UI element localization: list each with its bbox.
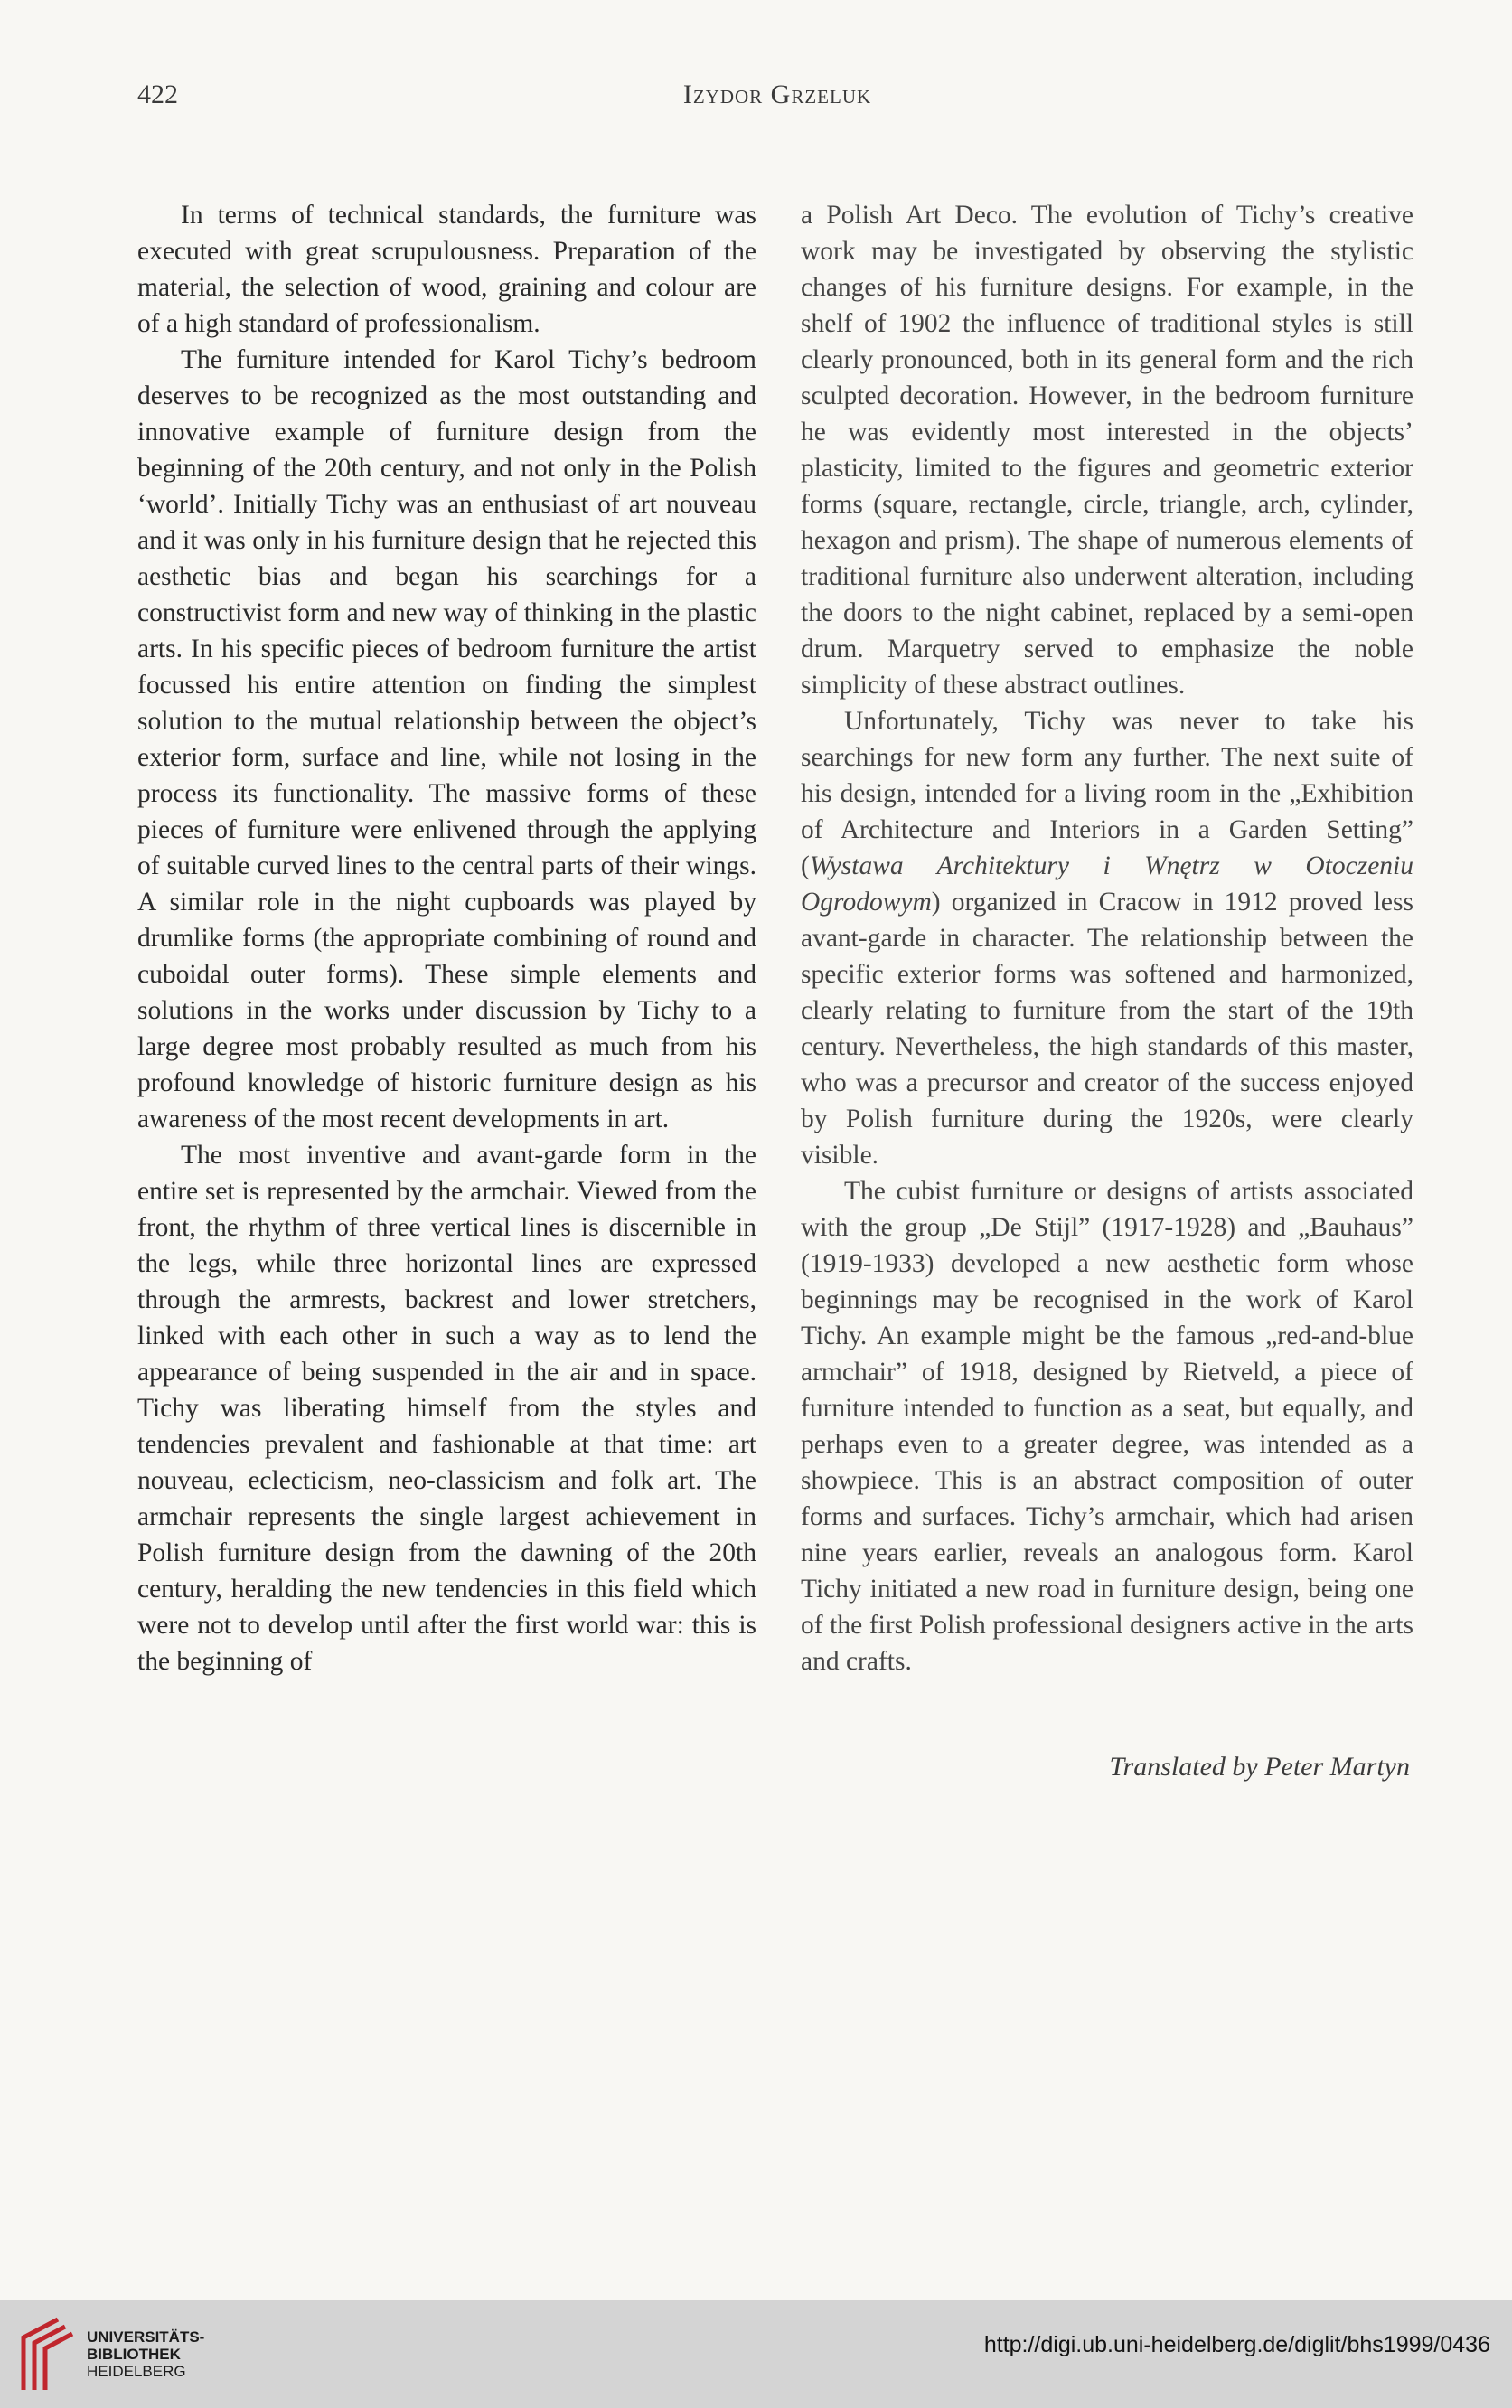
library-name [87, 2328, 204, 2380]
paragraph: The cubist furniture or designs of artists associated with the group „De Stijl” (1917-1928) and „Bauhaus” (1919-1933) developed a new aesthetic form whose beginnings may be recognised in the work of Karol Tichy. An example might be the famous „red-and-blue armchair” of 1918, designed by Rietveld, a piece of furniture intended to function as a seat, but equally, and perhaps even to a greater degree, was intended as a showpiece. This is an abstract composition of outer forms and surfaces. Tichy’s armchair, which had arisen nine years earlier, reveals an analogous form. Karol Tichy initiated a new road in furniture design, being one of the first Polish professional designers active in the arts and crafts. [801, 1177, 1413, 1676]
logo-line: BIBLIOTHEK [87, 2346, 181, 2363]
paragraph-text: ) organized in Cracow in 1912 proved less avant-garde in character. The relationship between the specific exterior forms was softened and harmonized, clearly relating to furniture from the start of the 19th century. Nevertheless, the high standards of this master, who was a precursor and creator of the success enjoyed by Polish furniture during the 1920s, were clearly visible. [801, 888, 1413, 1170]
paragraph [801, 703, 1413, 1173]
translator-credit: Translated by Peter Martyn [1109, 1752, 1410, 1782]
paragraph: In terms of technical standards, the furniture was executed with great scrupulousness. Preparation of the material, the selection of wood, graining and colour are of a high standard of professionalism. [137, 201, 756, 338]
right-column [801, 197, 1413, 1679]
page-number: 422 [137, 80, 178, 109]
left-column [137, 197, 756, 1679]
running-head: Izydor Grzeluk [682, 80, 872, 109]
logo-line: HEIDELBERG [87, 2363, 186, 2380]
paragraph: The most inventive and avant-garde form in the entire set is represented by the armchair. Viewed from the front, the rhythm of three vertical lines is discernible in the legs, while three horizontal lines are expressed through the armrests, backrest and lower stretchers, linked with each other in such a way as to lend the appearance of being suspended in the air and in space. Tichy was liberating himself from the styles and tendencies prevalent and fashionable at that time: art nouveau, eclecticism, neo-classicism and folk art. The armchair represents the single largest achievement in Polish furniture design from the dawning of the 20th century, heralding the new tendencies in this field which were not to develop until after the first world war: this is the beginning of [137, 1141, 756, 1676]
logo-line: UNIVERSITÄTS- [87, 2328, 205, 2346]
paragraph-text: Unfortunately, Tichy was never to take his searchings for new form any further. The next suite of his design, intended for a living room in the „Exhibition of Architecture and Interiors in a Garden Setting” ( [801, 707, 1413, 880]
paragraph: a Polish Art Deco. The evolution of Tichy’s creative work may be investigated by observing the stylistic changes of his furniture designs. For example, in the shelf of 1902 the influence of traditional styles is still clearly pronounced, both in its general form and the rich sculpted decoration. However, in the bedroom furniture he was evidently most interested in the objects’ plasticity, limited to the figures and geometric exterior forms (square, rectangle, circle, triangle, arch, cylinder, hexagon and prism). The shape of numerous elements of traditional furniture also underwent alteration, including the doors to the night cabinet, replaced by a semi-open drum. Marquetry served to emphasize the noble simplicity of these abstract outlines. [801, 201, 1413, 700]
library-logo-icon[interactable] [16, 2312, 80, 2394]
paragraph: The furniture intended for Karol Tichy’s bedroom deserves to be recognized as the most outstanding and innovative example of furniture design from the beginning of the 20th century, and not only in the Polish ‘world’. Initially Tichy was an enthusiast of art nouveau and it was only in his furniture design that he rejected this aesthetic bias and began his searchings for a constructivist form and new way of thinking in the plastic arts. In his specific pieces of bedroom furniture the artist focussed his entire attention on finding the simplest solution to the mutual relationship between the object’s exterior form, surface and line, while not losing in the process its functionality. The massive forms of these pieces of furniture were enlivened through the applying of suitable curved lines to the central parts of their wings. A similar role in the night cupboards was played by drumlike forms (the appropriate combining of round and cuboidal outer forms). These simple elements and solutions in the works under discussion by Tichy to a large degree most probably resulted as much from his profound knowledge of historic furniture design as his awareness of the most recent developments in art. [137, 345, 756, 1133]
source-url-link[interactable]: http://digi.ub.uni-heidelberg.de/diglit/bhs1999/0436 [983, 2332, 1490, 2357]
exhibition-title: Wystawa Architektury i Wnętrz w Otoczeniu Ogrodowym [801, 851, 1413, 917]
